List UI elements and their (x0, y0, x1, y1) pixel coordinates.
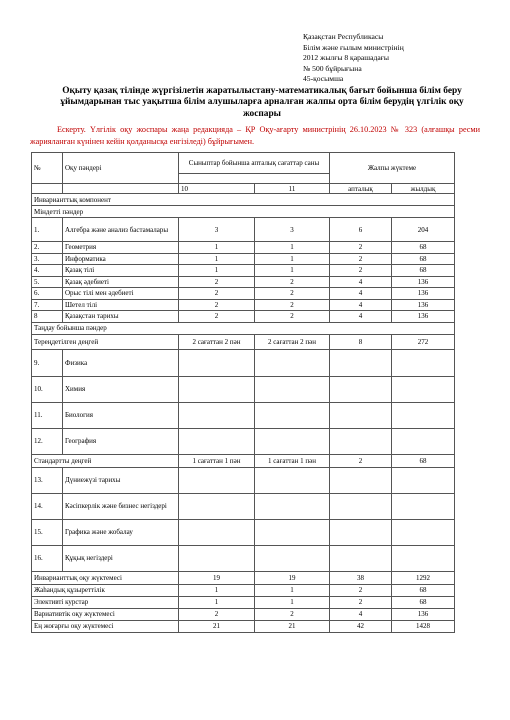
weekly-load: 2 (330, 584, 392, 596)
order-annex-header (303, 32, 404, 85)
weekly-load: 8 (330, 334, 392, 349)
subject-name: Биология (63, 402, 179, 428)
subject-name: Дүниежүзі тарихы (63, 467, 179, 493)
grade10-hours: 1 (179, 253, 255, 265)
yearly-load: 68 (392, 265, 455, 277)
row-num: 16. (32, 545, 63, 571)
total-row (32, 596, 455, 608)
yearly-load: 1292 (392, 571, 455, 584)
yearly-load: 136 (392, 299, 455, 311)
table-row (32, 265, 455, 277)
subject-name: Геометрия (63, 242, 179, 254)
grade11-hours: 1 (255, 584, 330, 596)
advanced-level-label: Тереңдетілген деңгей (32, 334, 179, 349)
section-row (32, 322, 455, 334)
total-label: Инварианттық оқу жүктемесі (32, 571, 179, 584)
row-num: 8 (32, 311, 63, 323)
yearly-load: 136 (392, 608, 455, 620)
grade10-hours: 1 (179, 596, 255, 608)
header-yearly: жылдық (392, 184, 455, 194)
weekly-load: 2 (330, 265, 392, 277)
grade10-hours: 21 (179, 620, 255, 632)
yearly-load: 68 (392, 242, 455, 254)
row-num: 6. (32, 288, 63, 300)
row-num: 1. (32, 218, 63, 242)
standard-level-label: Стандартты деңгей (32, 454, 179, 467)
weekly-load: 6 (330, 218, 392, 242)
header-line: 45-қосымша (303, 74, 344, 84)
grade10-hours: 1 (179, 242, 255, 254)
subject-name: Алгебра және анализ бастамалары (63, 218, 179, 242)
table-row (32, 493, 455, 519)
subject-name: Информатика (63, 253, 179, 265)
row-num: 2. (32, 242, 63, 254)
weekly-load: 4 (330, 276, 392, 288)
table-row (32, 428, 455, 454)
grade11-hours: 2 (255, 276, 330, 288)
header-grade-11: 11 (255, 184, 330, 194)
header-num: № (32, 153, 63, 184)
weekly-load: 4 (330, 311, 392, 323)
row-num: 10. (32, 376, 63, 402)
level-row (32, 454, 455, 467)
yearly-load: 68 (392, 454, 455, 467)
weekly-load: 2 (330, 253, 392, 265)
table-row (32, 276, 455, 288)
subject-name: Қазақстан тарихы (63, 311, 179, 323)
total-row (32, 620, 455, 632)
amendment-note: Ескерту. Үлгілік оқу жоспары жаңа редакцияда – ҚР Оқу-ағарту министрінің 26.10.2023 № 323 (алғашқы ресми жарияланған күнінен кейін қолданысқа енгізіледі) бұйрығымен. (30, 125, 480, 146)
grade11-hours: 2 (255, 608, 330, 620)
grade11-hours: 3 (255, 218, 330, 242)
yearly-load: 204 (392, 218, 455, 242)
grade10-hours: 3 (179, 218, 255, 242)
subject-name: Қазақ тілі (63, 265, 179, 277)
subject-name: Орыс тілі мен әдебиеті (63, 288, 179, 300)
grade10-hours: 1 (179, 265, 255, 277)
total-label: Жаһандық құзыреттілік (32, 584, 179, 596)
level-row (32, 334, 455, 349)
grade11-hours: 2 (255, 311, 330, 323)
weekly-load: 2 (330, 242, 392, 254)
yearly-load: 136 (392, 288, 455, 300)
table-row (32, 545, 455, 571)
yearly-load: 1428 (392, 620, 455, 632)
weekly-load: 4 (330, 288, 392, 300)
total-label: Вариативтік оқу жүктемесі (32, 608, 179, 620)
row-num: 3. (32, 253, 63, 265)
subject-name: Шетел тілі (63, 299, 179, 311)
table-row (32, 218, 455, 242)
table-row (32, 349, 455, 376)
row-num: 14. (32, 493, 63, 519)
total-row (32, 608, 455, 620)
yearly-load: 136 (392, 311, 455, 323)
header-line: 2012 жылғы 8 қарашадағы (303, 53, 389, 63)
row-num: 5. (32, 276, 63, 288)
weekly-load: 2 (330, 596, 392, 608)
grade11-hours: 1 (255, 265, 330, 277)
subject-name: Химия (63, 376, 179, 402)
subject-name: Кәсіпкерлік және бизнес негіздері (63, 493, 179, 519)
weekly-load: 42 (330, 620, 392, 632)
header-weekly: апталық (330, 184, 392, 194)
row-num: 13. (32, 467, 63, 493)
header-line: № 500 бұйрығына (303, 63, 362, 73)
row-num: 4. (32, 265, 63, 277)
grade11-hours: 2 сағаттан 2 пән (255, 334, 330, 349)
header-grade-10: 10 (179, 184, 255, 194)
grade11-hours: 21 (255, 620, 330, 632)
subject-name: Қазақ әдебиеті (63, 276, 179, 288)
grade11-hours: 2 (255, 288, 330, 300)
grade10-hours: 2 (179, 299, 255, 311)
table-row (32, 376, 455, 402)
table-row (32, 288, 455, 300)
header-subjects: Оқу пәндері (63, 153, 179, 184)
yearly-load: 272 (392, 334, 455, 349)
table-row (32, 242, 455, 254)
header-line: Қазақстан Республикасы (303, 32, 384, 41)
total-row (32, 571, 455, 584)
weekly-load: 2 (330, 454, 392, 467)
section-row (32, 194, 455, 206)
invariant-component-label: Инварианттық компонент (32, 194, 455, 206)
header-total-load: Жалпы жүктеме (330, 153, 455, 184)
grade10-hours: 2 (179, 276, 255, 288)
row-num: 7. (32, 299, 63, 311)
grade10-hours: 1 сағаттан 1 пән (179, 454, 255, 467)
weekly-load: 38 (330, 571, 392, 584)
elective-subjects-label: Таңдау бойынша пәндер (32, 322, 455, 334)
header-line: Білім және ғылым министрінің (303, 42, 404, 52)
grade10-hours: 1 (179, 584, 255, 596)
table-row (32, 299, 455, 311)
table-header-row (32, 153, 455, 174)
grade10-hours: 2 (179, 311, 255, 323)
grade11-hours: 2 (255, 299, 330, 311)
table-subheader-row (32, 184, 455, 194)
subject-name: География (63, 428, 179, 454)
weekly-load: 4 (330, 299, 392, 311)
subject-name: Графика және жобалау (63, 519, 179, 545)
table-row (32, 402, 455, 428)
row-num: 15. (32, 519, 63, 545)
row-num: 12. (32, 428, 63, 454)
total-row (32, 584, 455, 596)
section-row (32, 206, 455, 218)
total-label: Элективті курстар (32, 596, 179, 608)
row-num: 9. (32, 349, 63, 376)
grade11-hours: 1 (255, 253, 330, 265)
curriculum-table (31, 152, 455, 633)
yearly-load: 68 (392, 253, 455, 265)
mandatory-subjects-label: Міндетті пәндер (32, 206, 455, 218)
table-row (32, 467, 455, 493)
yearly-load: 136 (392, 276, 455, 288)
subject-name: Физика (63, 349, 179, 376)
grade10-hours: 2 (179, 608, 255, 620)
grade11-hours: 1 (255, 242, 330, 254)
table-row (32, 311, 455, 323)
grade10-hours: 2 сағаттан 2 пән (179, 334, 255, 349)
grade10-hours: 19 (179, 571, 255, 584)
yearly-load: 68 (392, 584, 455, 596)
total-label: Ең жоғарғы оқу жүктемесі (32, 620, 179, 632)
subject-name: Құқық негіздері (63, 545, 179, 571)
grade11-hours: 1 (255, 596, 330, 608)
grade11-hours: 1 сағаттан 1 пән (255, 454, 330, 467)
weekly-load: 4 (330, 608, 392, 620)
grade11-hours: 19 (255, 571, 330, 584)
row-num: 11. (32, 402, 63, 428)
yearly-load: 68 (392, 596, 455, 608)
header-weekly-hours: Сыныптар бойынша апталық сағаттар саны (179, 153, 330, 174)
table-row (32, 253, 455, 265)
grade10-hours: 2 (179, 288, 255, 300)
table-row (32, 519, 455, 545)
document-title: Оқыту қазақ тілінде жүргізілетін жаратылыстану-математикалық бағыт бойынша білім беру ұйымдарынан тыс уақытша білім алушыларға арналған жалпы орта білім берудің үлгілік оқу жоспары (60, 86, 464, 119)
